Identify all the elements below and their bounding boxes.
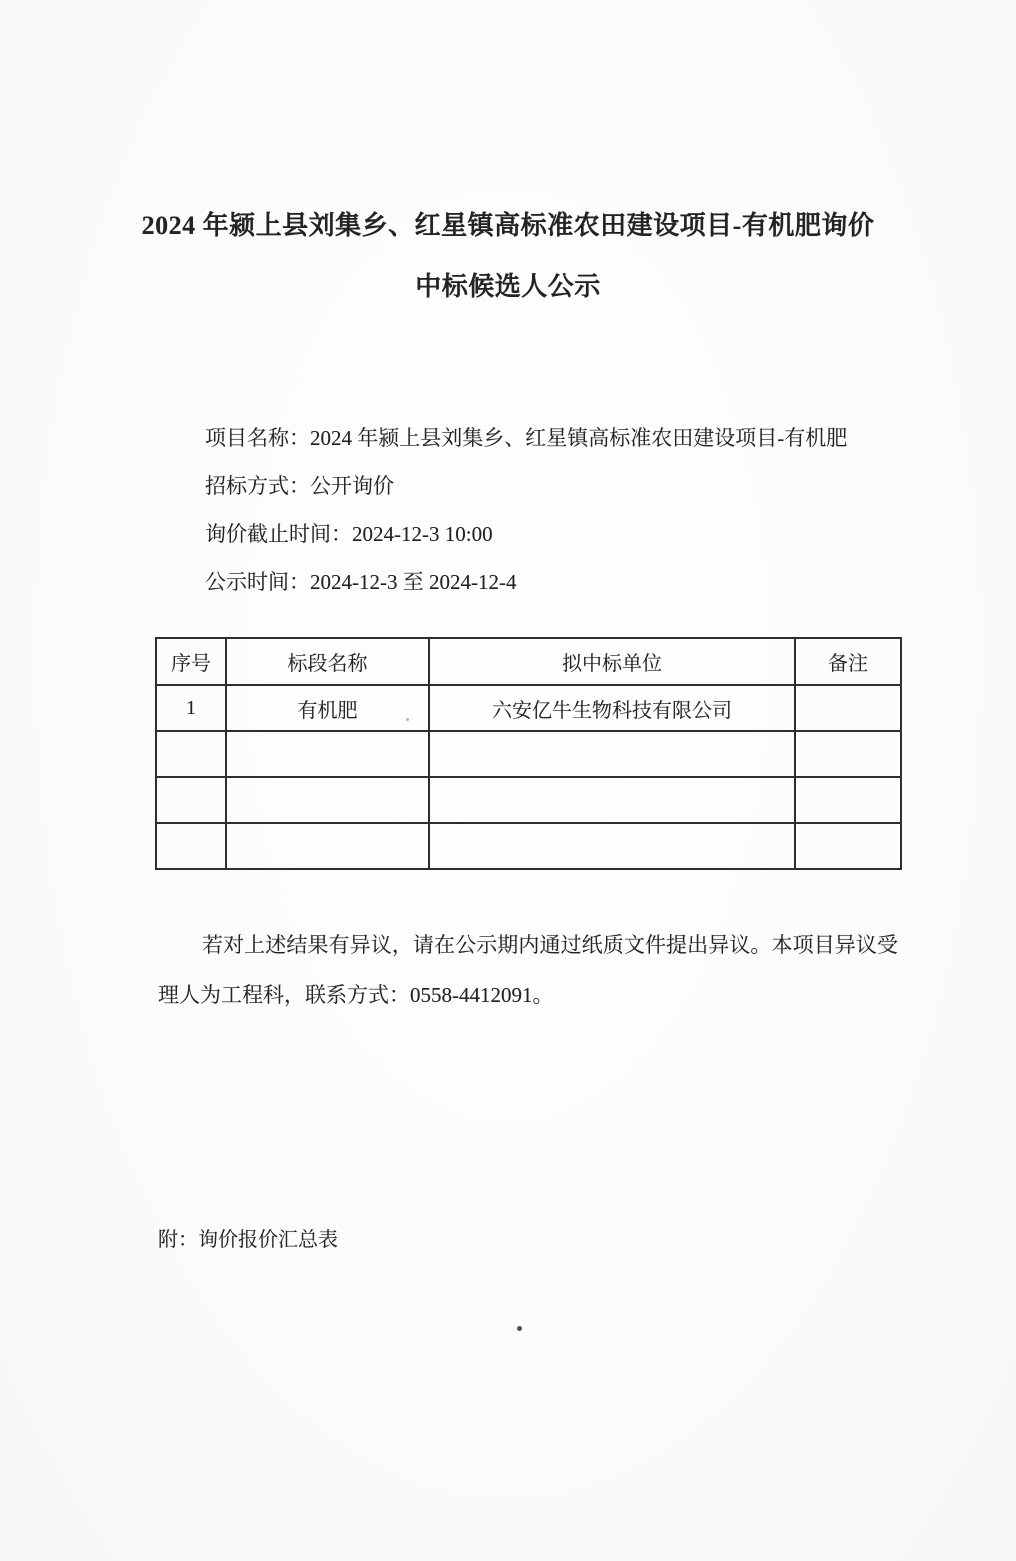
table-row	[156, 731, 901, 777]
header-winning-unit: 拟中标单位	[429, 638, 795, 685]
table-header-row	[156, 638, 901, 685]
table-row	[156, 777, 901, 823]
cell-seq	[156, 777, 226, 823]
cell-seq: 1	[156, 685, 226, 731]
project-name-value: 2024 年颍上县刘集乡、红星镇高标准农田建设项目-有机肥	[310, 426, 848, 450]
info-line-bid-method	[205, 462, 906, 510]
attachment-note: 附：询价报价汇总表	[158, 1229, 338, 1251]
cell-remarks	[795, 685, 901, 731]
table-row	[156, 685, 901, 731]
header-section-name: 标段名称	[226, 638, 429, 685]
cell-section-name	[226, 731, 429, 777]
bid-candidate-table	[155, 637, 902, 870]
info-line-publicity-period	[205, 558, 906, 606]
cell-seq	[156, 731, 226, 777]
header-seq: 序号	[156, 638, 226, 685]
cell-section-name: 有机肥	[226, 685, 429, 731]
publicity-period-value: 2024-12-3 至 2024-12-4	[310, 570, 517, 594]
cell-remarks	[795, 777, 901, 823]
cell-section-name	[226, 823, 429, 869]
cell-winning-unit: 六安亿牛生物科技有限公司	[429, 685, 795, 731]
publicity-period-label: 公示时间：	[205, 570, 310, 594]
header-remarks: 备注	[795, 638, 901, 685]
cell-winning-unit	[429, 823, 795, 869]
document-title-line2: 中标候选人公示	[415, 272, 601, 301]
bid-method-value: 公开询价	[310, 474, 394, 498]
scan-speck	[517, 1326, 522, 1331]
scan-speck	[406, 718, 409, 721]
info-line-project-name	[205, 414, 906, 462]
cell-remarks	[795, 823, 901, 869]
cell-seq	[156, 823, 226, 869]
table-row	[156, 823, 901, 869]
info-line-inquiry-deadline	[205, 510, 906, 558]
project-name-label: 项目名称：	[205, 426, 310, 450]
cell-winning-unit	[429, 731, 795, 777]
document-title-line1: 2024 年颍上县刘集乡、红星镇高标准农田建设项目-有机肥询价	[141, 211, 875, 240]
cell-section-name	[226, 777, 429, 823]
cell-winning-unit	[429, 777, 795, 823]
inquiry-deadline-value: 2024-12-3 10:00	[352, 522, 493, 546]
cell-remarks	[795, 731, 901, 777]
objection-paragraph: 若对上述结果有异议，请在公示期内通过纸质文件提出异议。本项目异议受理人为工程科，联系方式：0558-4412091。	[158, 933, 898, 1007]
project-info-block	[205, 414, 906, 606]
inquiry-deadline-label: 询价截止时间：	[205, 522, 352, 546]
bid-method-label: 招标方式：	[205, 474, 310, 498]
